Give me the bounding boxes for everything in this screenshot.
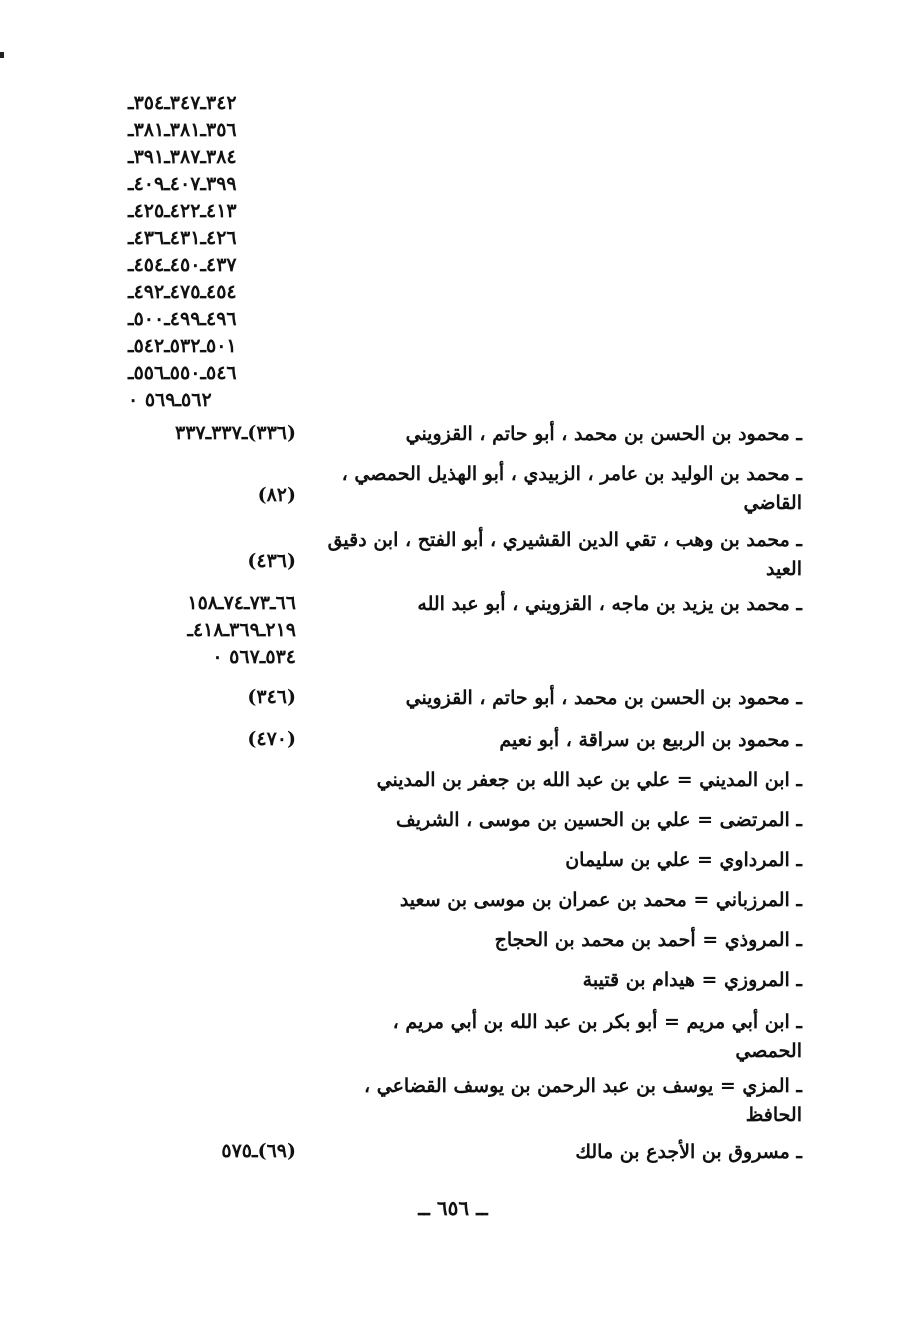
ref-line: ٣٤٢ـ٣٤٧ـ٣٥٤ـ bbox=[128, 92, 237, 114]
ref-line: ٣٨٤ـ٣٨٧ـ٣٩١ـ bbox=[128, 146, 237, 168]
page-ref: (٦٩)ـ٥٧٥ bbox=[221, 1140, 296, 1162]
page-ref: ٢١٩ـ٣٦٩ـ٤١٨ـ bbox=[187, 619, 296, 641]
ref-line: ٤٢٦ـ٤٣١ـ٤٣٦ـ bbox=[128, 227, 237, 249]
ref-line: ٤٣٧ـ٤٥٠ـ٤٥٤ـ bbox=[128, 254, 237, 276]
entry-name: ـ مسروق بن الأجدع بن مالك bbox=[327, 1138, 802, 1167]
entry-name: ـ محمود بن الحسن بن محمد ، أبو حاتم ، القزويني bbox=[327, 684, 802, 713]
entry-page-refs bbox=[128, 482, 296, 509]
scan-mark bbox=[0, 52, 4, 58]
entry-name: ـ المرزباني = محمد بن عمران بن موسى بن سعيد bbox=[327, 886, 802, 915]
ref-line: ٤١٣ـ٤٢٢ـ٤٢٥ـ bbox=[128, 200, 237, 222]
page-number: ــ ٦٥٦ ــ bbox=[418, 1196, 488, 1220]
entry-name: ـ محمود بن الربيع بن سراقة ، أبو نعيم bbox=[327, 726, 802, 755]
entry-name: ـ المرتضى = علي بن الحسين بن موسى ، الشريف bbox=[327, 806, 802, 835]
entry-name: ـ محمد بن وهب ، تقي الدين القشيري ، أبو الفتح ، ابن دقيق العيد bbox=[327, 526, 802, 584]
ref-line: ٤٩٦ـ٤٩٩ـ٥٠٠ـ bbox=[128, 308, 237, 330]
entry-page-refs bbox=[128, 548, 296, 575]
entry-name: ـ محمد بن يزيد بن ماجه ، القزويني ، أبو عبد الله bbox=[327, 590, 802, 619]
page-ref: (٣٤٦) bbox=[247, 686, 296, 708]
page-ref: (٤٣٦) bbox=[247, 550, 296, 572]
entry-name: ـ المرداوي = علي بن سليمان bbox=[327, 846, 802, 875]
ref-line: ٥٠١ـ٥٣٢ـ٥٤٢ـ bbox=[128, 335, 237, 357]
entry-name: ـ ابن أبي مريم = أبو بكر بن عبد الله بن أبي مريم ، الحمصي bbox=[327, 1008, 802, 1066]
entry-page-refs bbox=[128, 590, 296, 671]
ref-line: ٣٥٦ـ٣٨١ـ٣٨١ـ bbox=[128, 119, 237, 141]
entry-name: ـ محمد بن الوليد بن عامر ، الزبيدي ، أبو الهذيل الحمصي ، القاضي bbox=[327, 460, 802, 518]
entry-page-refs bbox=[128, 726, 296, 753]
entry-name: ـ ابن المديني = علي بن عبد الله بن جعفر بن المديني bbox=[327, 766, 802, 795]
entry-name: ـ المزي = يوسف بن عبد الرحمن بن يوسف القضاعي ، الحافظ bbox=[327, 1072, 802, 1130]
ref-line: ٥٦٢ـ٥٦٩ ٠ bbox=[128, 389, 212, 411]
entry-name: ـ المروزي = هيدام بن قتيبة bbox=[327, 966, 802, 995]
page-ref: ٥٣٤ـ٥٦٧ ٠ bbox=[212, 646, 296, 668]
page-ref: (٣٣٦)ـ٣٣٧ـ٣٣٧ bbox=[174, 422, 296, 444]
ref-line: ٣٩٩ـ٤٠٧ـ٤٠٩ـ bbox=[128, 173, 237, 195]
entry-name: ـ محمود بن الحسن بن محمد ، أبو حاتم ، القزويني bbox=[327, 420, 802, 449]
entry-page-refs bbox=[128, 420, 296, 447]
page-ref: ٦٦ـ٧٣ـ٧٤ـ١٥٨ bbox=[187, 592, 296, 614]
ref-line: ٤٥٤ـ٤٧٥ـ٤٩٢ـ bbox=[128, 281, 237, 303]
page-ref: (٤٧٠) bbox=[247, 728, 296, 750]
entry-name: ـ المروذي = أحمد بن محمد بن الحجاج bbox=[327, 926, 802, 955]
page-ref: (٨٢) bbox=[257, 484, 296, 506]
continued-page-refs bbox=[128, 90, 296, 414]
ref-line: ٥٤٦ـ٥٥٠ـ٥٥٦ـ bbox=[128, 362, 237, 384]
entry-page-refs bbox=[128, 1138, 296, 1165]
entry-page-refs bbox=[128, 684, 296, 711]
